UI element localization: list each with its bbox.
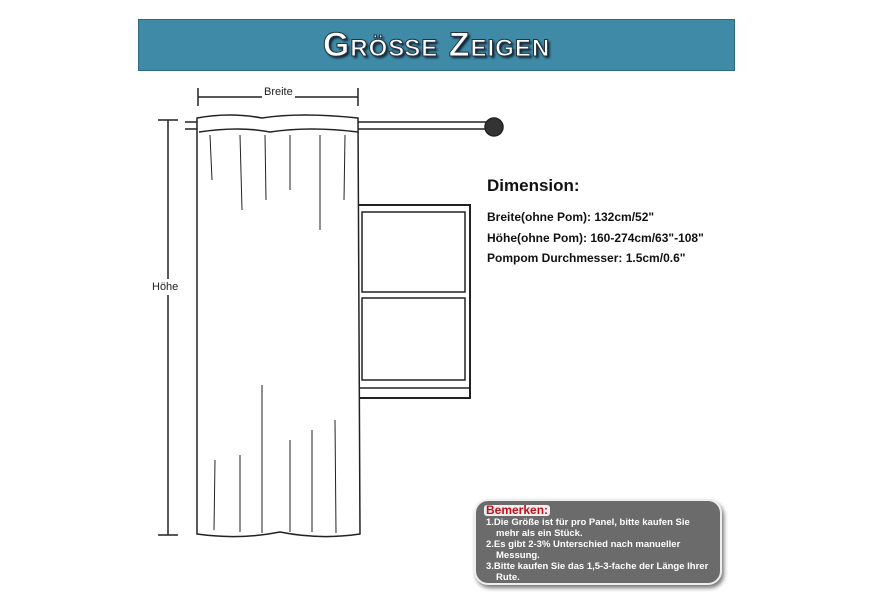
window-illustration [358,205,470,398]
dimension-pompom: Pompom Durchmesser: 1.5cm/0.6" [487,251,686,265]
notes-box [474,499,722,585]
height-dimension-line [158,120,178,535]
note-item: 1.Die Größe ist für pro Panel, bitte kaufen Sie mehr als ein Stück. [486,517,690,539]
dimension-height: Höhe(ohne Pom): 160-274cm/63"-108" [487,231,704,245]
dimension-width: Breite(ohne Pom): 132cm/52" [487,210,655,224]
note-item: 3.Bitte kaufen Sie das 1,5-3-fache der Länge Ihrer Rute. [486,561,709,583]
notes-title: Bemerken: [486,503,549,517]
width-label: Breite [264,86,293,98]
dimension-title: Dimension: [487,176,580,195]
banner-title: Größe Zeigen [322,25,551,64]
note-item: 2.Es gibt 2-3% Unterschied nach manueller Messung. [486,539,681,561]
height-label: Höhe [152,281,179,293]
curtain-panel [197,115,360,537]
